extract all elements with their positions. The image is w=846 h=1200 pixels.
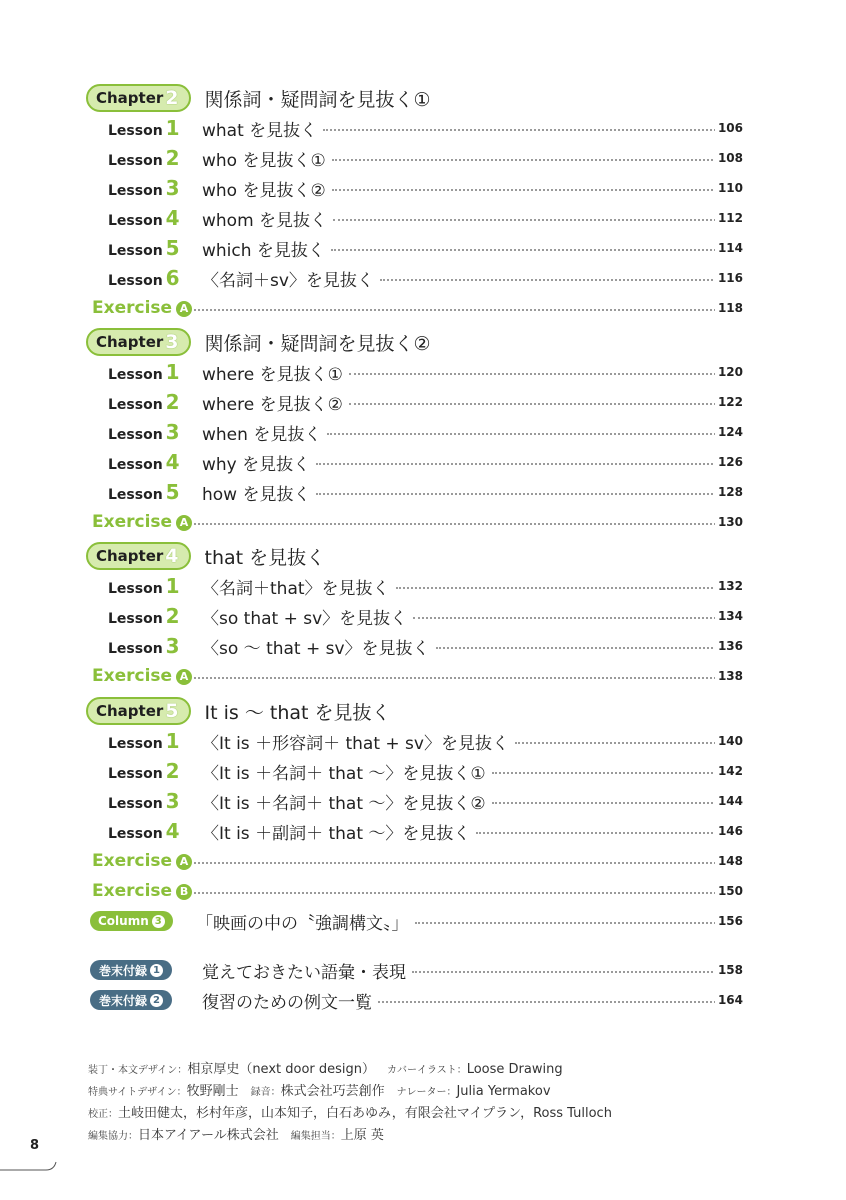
lesson-label (108, 266, 180, 290)
leader-dots (396, 586, 724, 589)
lesson-label (108, 206, 180, 230)
credit-line (88, 1080, 563, 1099)
lesson-number: 3 (165, 176, 180, 200)
chapter-title: 関係詞・疑問詞を見抜く② (204, 332, 431, 355)
credit-name: Loose Drawing (466, 1062, 563, 1077)
lesson-label (108, 360, 180, 384)
lesson-number: 1 (165, 360, 180, 384)
lesson-number: 3 (165, 634, 180, 658)
exercise-entry[interactable] (0, 509, 846, 535)
lesson-word: Lesson (108, 581, 163, 597)
exercise-mark: A (176, 301, 192, 317)
chapter-badge (86, 328, 191, 356)
leader-dots (349, 402, 724, 405)
lesson-number: 6 (165, 266, 180, 290)
exercise-entry[interactable] (0, 663, 846, 689)
lesson-number: 3 (165, 789, 180, 813)
page-ref: 130 (715, 515, 743, 529)
exercise-label (92, 298, 192, 318)
lesson-number: 2 (165, 146, 180, 170)
entry-title: 「映画の中の〝強調構文〟」 (196, 909, 415, 934)
lesson-word: Lesson (108, 153, 163, 169)
entry-title: 〈It is ＋形容詞＋ that + sv〉を見抜く (202, 729, 515, 754)
chapter-badge (86, 84, 191, 112)
lesson-entry[interactable] (0, 419, 846, 445)
chapter-label: Chapter (96, 547, 164, 565)
entry-title: 〈名詞＋sv〉を見抜く (202, 266, 380, 291)
lesson-number: 2 (165, 604, 180, 628)
credit-role: 校正： (88, 1109, 118, 1120)
lesson-label (108, 789, 180, 813)
lesson-number: 1 (165, 574, 180, 598)
leader-dots (194, 522, 724, 525)
page-ref: 146 (715, 824, 743, 838)
leader-dots (413, 616, 724, 619)
exercise-label (92, 666, 192, 686)
page-ref: 124 (715, 425, 743, 439)
credit-name: 上原 英 (340, 1128, 384, 1143)
lesson-number: 2 (165, 759, 180, 783)
page-ref: 128 (715, 485, 743, 499)
page-ref: 148 (715, 854, 743, 868)
credit-name: 株式会社巧芸創作 (280, 1084, 385, 1099)
lesson-entry[interactable] (0, 728, 846, 754)
entry-title: 覚えておきたい語彙・表現 (202, 958, 412, 983)
entry-title: whom を見抜く (202, 206, 333, 231)
exercise-label (92, 851, 192, 871)
page-ref: 150 (715, 884, 743, 898)
leader-dots (331, 248, 724, 251)
chapter-badge (86, 542, 191, 570)
page-ref: 116 (715, 271, 743, 285)
page-ref: 140 (715, 734, 743, 748)
lesson-number: 2 (165, 390, 180, 414)
chapter-heading[interactable] (86, 542, 325, 570)
lesson-label (108, 176, 180, 200)
exercise-entry[interactable] (0, 878, 846, 904)
page-ref: 164 (715, 993, 743, 1007)
entry-title: 〈It is ＋副詞＋ that ～〉を見抜く (202, 819, 476, 844)
lesson-label (108, 574, 180, 598)
lesson-entry[interactable] (0, 145, 846, 171)
credit-role: 特典サイトデザイン： (88, 1087, 187, 1098)
appendix-entry[interactable] (0, 987, 846, 1013)
lesson-word: Lesson (108, 641, 163, 657)
page-ref: 126 (715, 455, 743, 469)
column-entry[interactable] (0, 908, 846, 934)
column-label: Column (98, 914, 149, 928)
lesson-entry[interactable] (0, 115, 846, 141)
lesson-word: Lesson (108, 397, 163, 413)
page-ref: 158 (715, 963, 743, 977)
lesson-number: 4 (165, 819, 180, 843)
leader-dots (332, 188, 724, 191)
lesson-entry[interactable] (0, 389, 846, 415)
leader-dots (515, 741, 724, 744)
lesson-entry[interactable] (0, 573, 846, 599)
credit-line (88, 1102, 624, 1121)
page-corner-decoration (0, 1150, 70, 1180)
exercise-mark: A (176, 515, 192, 531)
leader-dots (327, 432, 724, 435)
leader-dots (332, 158, 724, 161)
credit-role: 編集協力： (88, 1131, 138, 1142)
lesson-number: 4 (165, 450, 180, 474)
exercise-entry[interactable] (0, 848, 846, 874)
entry-title: 〈名詞＋that〉を見抜く (202, 574, 396, 599)
lesson-number: 1 (165, 729, 180, 753)
credit-role: カバーイラスト： (387, 1065, 467, 1076)
exercise-word: Exercise (92, 666, 173, 686)
chapter-title: It is ～ that を見抜く (204, 701, 391, 724)
entry-title: where を見抜く① (202, 360, 349, 385)
exercise-mark: A (176, 669, 192, 685)
page-number: 8 (30, 1138, 40, 1153)
chapter-number: 2 (165, 87, 179, 109)
lesson-label (108, 604, 180, 628)
leader-dots (492, 801, 724, 804)
lesson-entry[interactable] (0, 235, 846, 261)
lesson-word: Lesson (108, 273, 163, 289)
leader-dots (323, 128, 724, 131)
appendix-badge (90, 990, 172, 1010)
lesson-number: 5 (165, 236, 180, 260)
entry-title: who を見抜く② (202, 176, 332, 201)
page-ref: 122 (715, 395, 743, 409)
leader-dots (333, 218, 724, 221)
lesson-entry[interactable] (0, 449, 846, 475)
credit-name: 日本アイアール株式会社 (138, 1128, 279, 1143)
lesson-entry[interactable] (0, 479, 846, 505)
credit-role: 装丁・本文デザイン： (88, 1065, 188, 1076)
lesson-label (108, 390, 180, 414)
chapter-label: Chapter (96, 702, 164, 720)
entry-title: which を見抜く (202, 236, 331, 261)
leader-dots (492, 771, 724, 774)
lesson-number: 1 (165, 116, 180, 140)
chapter-badge (86, 697, 191, 725)
page-ref: 108 (715, 151, 743, 165)
entry-title: 復習のための例文一覧 (202, 988, 378, 1013)
page-ref: 118 (715, 301, 743, 315)
credit-line (88, 1058, 575, 1077)
appendix-label: 巻末付録 (99, 993, 148, 1008)
chapter-title: 関係詞・疑問詞を見抜く① (204, 88, 431, 111)
chapter-title: that を見抜く (204, 546, 326, 569)
lesson-entry[interactable] (0, 205, 846, 231)
page-ref: 110 (715, 181, 743, 195)
column-number: 3 (152, 915, 165, 928)
lesson-entry[interactable] (0, 265, 846, 291)
entry-title: 〈It is ＋名詞＋ that ～〉を見抜く② (202, 789, 492, 814)
chapter-heading[interactable] (86, 697, 391, 725)
page-ref: 136 (715, 639, 743, 653)
lesson-word: Lesson (108, 796, 163, 812)
appendix-number: 1 (150, 964, 163, 977)
chapter-heading[interactable] (86, 328, 431, 356)
exercise-word: Exercise (92, 881, 173, 901)
page-ref: 114 (715, 241, 743, 255)
lesson-entry[interactable] (0, 818, 846, 844)
lesson-entry[interactable] (0, 359, 846, 385)
lesson-word: Lesson (108, 487, 163, 503)
leader-dots (349, 372, 724, 375)
leader-dots (194, 308, 724, 311)
lesson-word: Lesson (108, 243, 163, 259)
leader-dots (378, 1000, 724, 1003)
lesson-word: Lesson (108, 183, 163, 199)
leader-dots (194, 676, 724, 679)
exercise-label (92, 512, 192, 532)
lesson-number: 5 (165, 480, 180, 504)
lesson-label (108, 634, 180, 658)
lesson-word: Lesson (108, 123, 163, 139)
chapter-label: Chapter (96, 333, 164, 351)
chapter-number: 5 (165, 700, 179, 722)
page-ref: 106 (715, 121, 743, 135)
lesson-entry[interactable] (0, 788, 846, 814)
leader-dots (436, 646, 724, 649)
lesson-label (108, 759, 180, 783)
lesson-word: Lesson (108, 736, 163, 752)
exercise-mark: A (176, 854, 192, 870)
leader-dots (476, 831, 724, 834)
lesson-label (108, 480, 180, 504)
leader-dots (415, 921, 725, 924)
chapter-number: 3 (165, 331, 179, 353)
page-ref: 138 (715, 669, 743, 683)
page-ref: 142 (715, 764, 743, 778)
credit-role: 録音： (250, 1087, 281, 1098)
lesson-label (108, 236, 180, 260)
chapter-heading[interactable] (86, 84, 431, 112)
appendix-number: 2 (150, 994, 163, 1007)
exercise-mark: B (176, 884, 192, 900)
credit-role: ナレーター： (396, 1087, 457, 1098)
entry-title: why を見抜く (202, 450, 316, 475)
entry-title: where を見抜く② (202, 390, 349, 415)
lesson-label (108, 450, 180, 474)
page-ref: 144 (715, 794, 743, 808)
entry-title: 〈so that + sv〉を見抜く (202, 604, 413, 629)
chapter-number: 4 (165, 545, 179, 567)
entry-title: who を見抜く① (202, 146, 332, 171)
credit-line (88, 1124, 396, 1143)
page-ref: 156 (715, 914, 743, 928)
lesson-word: Lesson (108, 457, 163, 473)
entry-title: 〈so ～ that + sv〉を見抜く (202, 634, 436, 659)
credit-name: 相京厚史（next door design） (187, 1062, 376, 1077)
entry-title: what を見抜く (202, 116, 323, 141)
lesson-label (108, 729, 180, 753)
appendix-label: 巻末付録 (99, 963, 148, 978)
appendix-entry[interactable] (0, 957, 846, 983)
chapter-label: Chapter (96, 89, 164, 107)
lesson-label (108, 819, 180, 843)
exercise-word: Exercise (92, 851, 173, 871)
leader-dots (316, 462, 724, 465)
page-ref: 112 (715, 211, 743, 225)
page-ref: 134 (715, 609, 743, 623)
lesson-word: Lesson (108, 826, 163, 842)
page-ref: 132 (715, 579, 743, 593)
credit-name: 土岐田健太，杉村年彦，山本知子，白石あゆみ，有限会社マイプラン，Ross Tulloch (118, 1106, 612, 1121)
entry-title: how を見抜く (202, 480, 316, 505)
leader-dots (412, 970, 724, 973)
leader-dots (316, 492, 724, 495)
entry-title: 〈It is ＋名詞＋ that ～〉を見抜く① (202, 759, 492, 784)
credit-name: 牧野剛士 (186, 1084, 239, 1099)
lesson-word: Lesson (108, 766, 163, 782)
credit-role: 編集担当： (290, 1131, 341, 1142)
lesson-word: Lesson (108, 611, 163, 627)
lesson-entry[interactable] (0, 175, 846, 201)
appendix-badge (90, 960, 172, 980)
leader-dots (194, 891, 724, 894)
leader-dots (380, 278, 724, 281)
lesson-label (108, 420, 180, 444)
leader-dots (194, 861, 724, 864)
lesson-label (108, 116, 180, 140)
lesson-number: 4 (165, 206, 180, 230)
lesson-entry[interactable] (0, 758, 846, 784)
exercise-word: Exercise (92, 298, 173, 318)
exercise-word: Exercise (92, 512, 173, 532)
credit-name: Julia Yermakov (456, 1084, 551, 1099)
entry-title: when を見抜く (202, 420, 327, 445)
lesson-entry[interactable] (0, 633, 846, 659)
column-badge (90, 911, 173, 931)
lesson-label (108, 146, 180, 170)
lesson-entry[interactable] (0, 603, 846, 629)
lesson-word: Lesson (108, 213, 163, 229)
exercise-entry[interactable] (0, 295, 846, 321)
page-ref: 120 (715, 365, 743, 379)
lesson-word: Lesson (108, 427, 163, 443)
lesson-number: 3 (165, 420, 180, 444)
lesson-word: Lesson (108, 367, 163, 383)
exercise-label (92, 881, 192, 901)
